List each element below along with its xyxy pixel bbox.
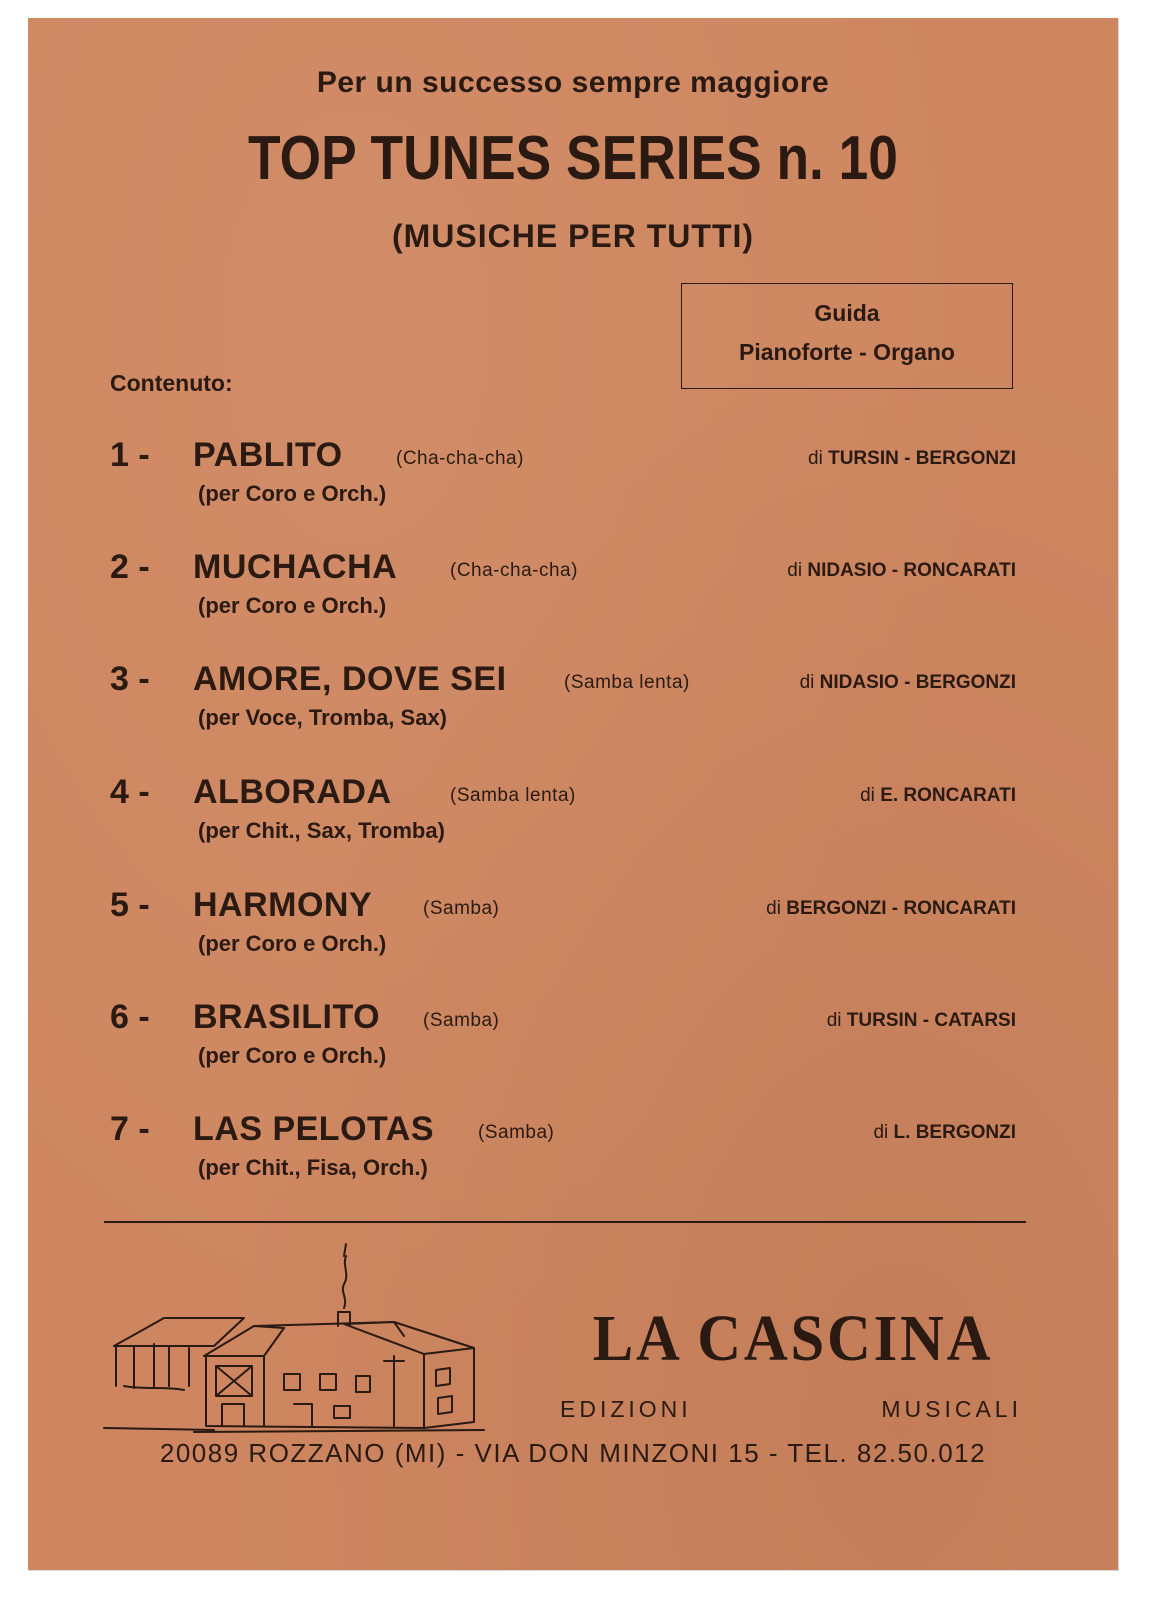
track-number: 4 - [110, 773, 150, 811]
tagline: Per un successo sempre maggiore [316, 66, 830, 99]
publisher-sub-right: MUSICALI [881, 1396, 1022, 1422]
author-prefix: di [799, 672, 815, 693]
track-item [28, 886, 1118, 986]
track-number: 1 - [110, 436, 150, 474]
publisher-address: 20089 ROZZANO (MI) - VIA DON MINZONI 15 - TEL. 82.50.012 [159, 1438, 987, 1468]
track-author [873, 1122, 1016, 1144]
author-prefix: di [766, 898, 781, 919]
track-instrumentation: (per Coro e Orch.) [198, 481, 387, 506]
author-names: NIDASIO - BERGONZI [819, 672, 1016, 693]
contents-label: Contenuto: [110, 370, 233, 396]
author-prefix: di [808, 448, 823, 469]
track-title: AMORE, DOVE SEI [193, 660, 507, 698]
farmhouse-sketch-icon [94, 1236, 494, 1436]
author-names: TURSIN - CATARSI [846, 1010, 1016, 1031]
track-author [800, 672, 1016, 694]
track-title: LAS PELOTAS [193, 1110, 434, 1148]
author-names: TURSIN - BERGONZI [828, 448, 1016, 469]
guide-instruments: Pianoforte - Organo [739, 339, 955, 365]
track-genre: (Cha-cha-cha) [450, 560, 578, 581]
page-title: TOP TUNES SERIES n. 10 [248, 124, 898, 193]
track-instrumentation: (per Chit., Fisa, Orch.) [198, 1155, 428, 1180]
track-number: 7 - [110, 1110, 150, 1148]
track-number: 5 - [110, 886, 150, 924]
track-genre: (Samba) [423, 898, 500, 919]
track-instrumentation: (per Coro e Orch.) [198, 1043, 387, 1068]
author-prefix: di [826, 1010, 842, 1031]
track-item [28, 998, 1118, 1098]
publisher-subtitle [560, 1396, 1022, 1423]
track-genre: (Samba lenta) [450, 785, 576, 806]
track-instrumentation: (per Coro e Orch.) [198, 593, 387, 618]
track-author [808, 448, 1016, 470]
subtitle: (MUSICHE PER TUTTI) [391, 218, 755, 254]
track-genre: (Samba lenta) [564, 672, 690, 693]
track-number: 6 - [110, 998, 150, 1036]
track-title: MUCHACHA [193, 548, 398, 586]
track-title: PABLITO [193, 436, 343, 474]
track-instrumentation: (per Coro e Orch.) [198, 931, 387, 956]
author-names: L. BERGONZI [893, 1122, 1016, 1143]
author-prefix: di [873, 1122, 889, 1143]
author-names: E. RONCARATI [880, 785, 1016, 806]
track-item [28, 660, 1118, 760]
track-title: ALBORADA [193, 773, 392, 811]
track-title: HARMONY [193, 886, 373, 924]
track-author [787, 560, 1016, 582]
track-genre: (Samba) [423, 1010, 500, 1031]
track-author [860, 785, 1016, 807]
track-genre: (Cha-cha-cha) [396, 448, 524, 469]
publisher-sub-left: EDIZIONI [560, 1396, 692, 1422]
track-number: 2 - [110, 548, 150, 586]
author-names: BERGONZI - RONCARATI [786, 898, 1016, 919]
track-genre: (Samba) [478, 1122, 555, 1143]
author-prefix: di [787, 560, 803, 581]
author-names: NIDASIO - RONCARATI [807, 560, 1016, 581]
document-sheet [28, 18, 1118, 1570]
track-item [28, 548, 1118, 648]
track-item [28, 436, 1118, 536]
track-instrumentation: (per Chit., Sax, Tromba) [198, 818, 445, 843]
track-instrumentation: (per Voce, Tromba, Sax) [198, 705, 448, 730]
publisher-name: LA CASCINA [592, 1302, 994, 1375]
track-number: 3 - [110, 660, 150, 698]
author-prefix: di [860, 785, 875, 806]
track-author [766, 898, 1016, 920]
track-item [28, 773, 1118, 873]
track-item [28, 1110, 1118, 1210]
guide-label: Guida [814, 300, 880, 326]
guide-box [681, 283, 1013, 389]
divider [104, 1221, 1026, 1223]
track-title: BRASILITO [193, 998, 381, 1036]
track-author [827, 1010, 1016, 1032]
